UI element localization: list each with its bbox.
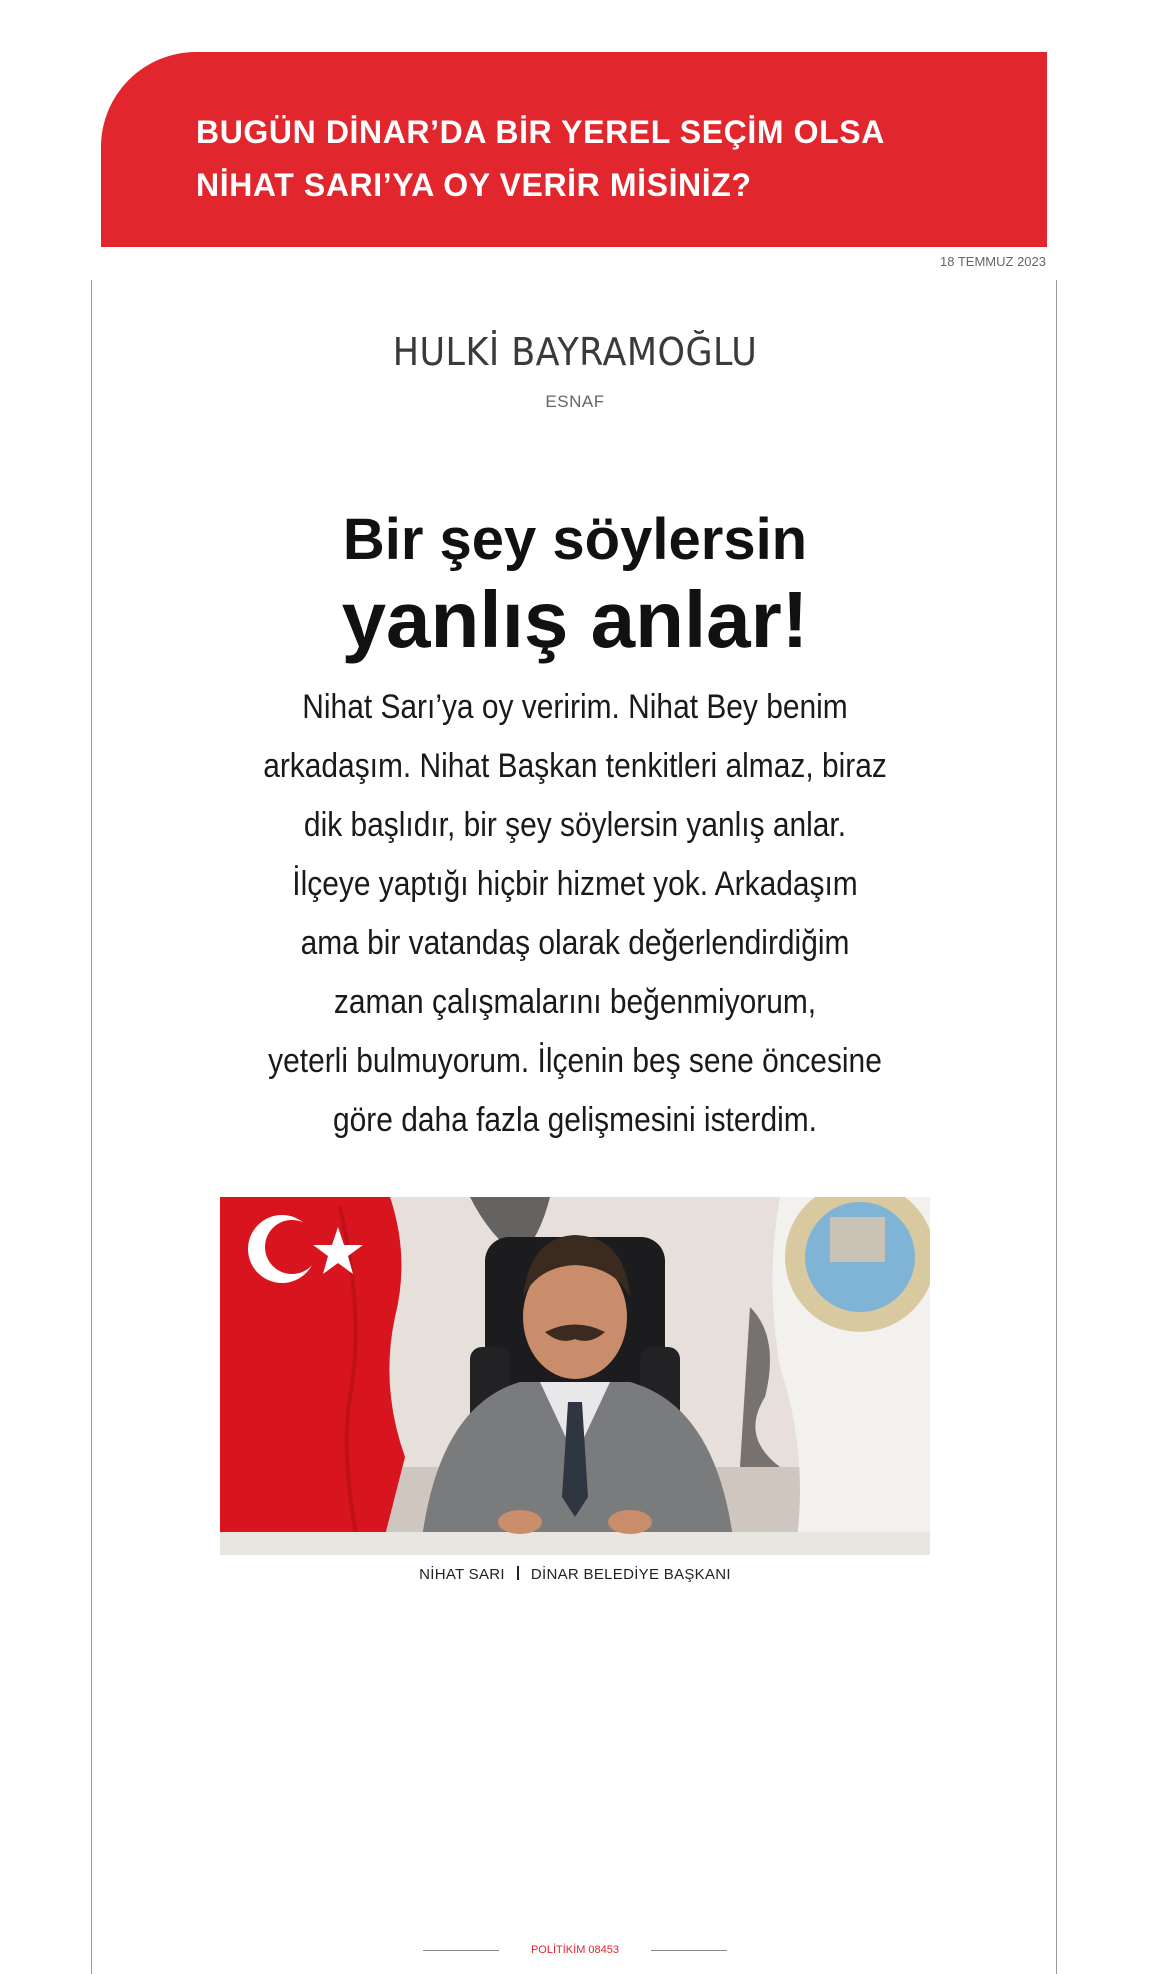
publish-date: 18 TEMMUZ 2023 xyxy=(940,254,1046,269)
body-line: Nihat Sarı’ya oy veririm. Nihat Bey benim xyxy=(302,688,848,726)
caption-separator xyxy=(517,1566,519,1580)
author-role: ESNAF xyxy=(545,392,605,411)
footer-label: POLİTİKİM 08453 xyxy=(530,1944,620,1956)
body-line: dik başlıdır, bir şey söylersin yanlış anlar. xyxy=(303,806,847,844)
headline-line1: Bir şey söylersin xyxy=(342,507,808,572)
footer-rule-left xyxy=(423,1950,499,1951)
body-line: göre daha fazla gelişmesini isterdim. xyxy=(333,1101,817,1139)
body-line: yeterli bulmuyorum. İlçenin beş sene öncesine xyxy=(268,1042,882,1080)
article-body xyxy=(0,678,1150,1150)
headline-line2: yanlış anlar! xyxy=(341,575,809,664)
author-name: HULKİ BAYRAMOĞLU xyxy=(392,330,758,374)
footer-rule-right xyxy=(651,1950,727,1951)
caption-title: DİNAR BELEDİYE BAŞKANI xyxy=(530,1566,731,1583)
article-headline xyxy=(0,500,1150,664)
banner-title-line1: BUGÜN DİNAR’DA BİR YEREL SEÇİM OLSA xyxy=(196,114,885,150)
photo-caption xyxy=(0,1566,1150,1583)
body-line: zaman çalışmalarını beğenmiyorum, xyxy=(333,983,817,1021)
turkish-flag-image xyxy=(220,1197,405,1555)
body-line: İlçeye yaptığı hiçbir hizmet yok. Arkadaşım xyxy=(292,865,858,903)
banner-title xyxy=(196,106,996,212)
mayor-photo xyxy=(220,1197,930,1555)
caption-name: NİHAT SARI xyxy=(419,1566,505,1583)
banner-title-line2: NİHAT SARI’YA OY VERİR MİSİNİZ? xyxy=(196,167,752,203)
page-footer xyxy=(0,1944,1150,1956)
body-line: arkadaşım. Nihat Başkan tenkitleri almaz, biraz xyxy=(263,747,887,785)
headline-banner xyxy=(101,52,1047,247)
body-line: ama bir vatandaş olarak değerlendirdiğim xyxy=(300,924,850,962)
